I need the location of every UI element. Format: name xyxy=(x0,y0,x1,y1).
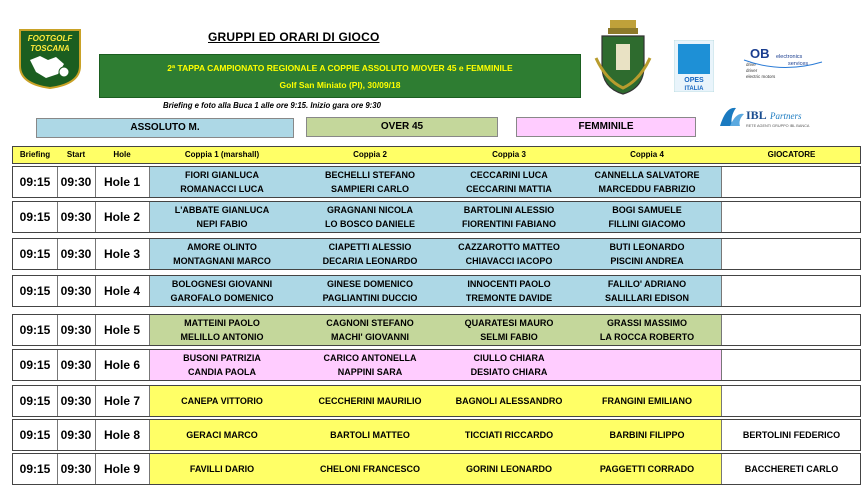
start-time: 09:30 xyxy=(60,175,92,189)
pair-cell xyxy=(573,454,721,484)
column-divider xyxy=(95,350,96,380)
player-name: MATTEINI PAOLO xyxy=(184,318,260,328)
player-name: BARTOLINI ALESSIO xyxy=(463,205,555,215)
pair-cell xyxy=(445,167,573,197)
ob-logo-sub-4: driver xyxy=(746,68,758,73)
giocatore-cell xyxy=(721,350,862,380)
player-name: PISCINI ANDREA xyxy=(610,256,684,266)
briefing-time: 09:15 xyxy=(19,358,51,372)
pair-cell xyxy=(573,386,721,416)
pair-cell xyxy=(573,315,721,345)
pair-cell xyxy=(295,202,445,232)
hole-label: Hole 2 xyxy=(103,210,140,224)
start-time: 09:30 xyxy=(60,428,92,442)
pair-cell xyxy=(573,420,721,450)
opes-logo-text-2: ITALIA xyxy=(684,86,704,92)
pair-cell xyxy=(445,420,573,450)
ob-logo-sub-1: electronics xyxy=(776,54,803,60)
player-name: CIULLO CHIARA xyxy=(473,353,545,363)
hole-label: Hole 7 xyxy=(103,394,140,408)
column-divider xyxy=(95,420,96,450)
briefing-time: 09:15 xyxy=(19,462,51,476)
column-divider xyxy=(57,315,58,345)
column-divider xyxy=(57,420,58,450)
column-divider xyxy=(149,202,150,232)
column-divider xyxy=(149,167,150,197)
player-name: NEPI FABIO xyxy=(196,219,248,229)
start-time: 09:30 xyxy=(60,210,92,224)
table-row xyxy=(12,166,861,198)
player-name: CAZZAROTTO MATTEO xyxy=(458,242,560,252)
ob-electronics-logo xyxy=(742,44,824,80)
table-row xyxy=(12,238,861,270)
giocatore-cell xyxy=(721,420,862,450)
ob-logo-text: OB xyxy=(750,46,770,61)
pair-cell xyxy=(445,276,573,306)
pair-cell xyxy=(295,239,445,269)
column-divider xyxy=(721,420,722,450)
table-row xyxy=(12,453,861,485)
pair-cell xyxy=(295,315,445,345)
player-name: GRASSI MASSIMO xyxy=(606,318,687,328)
player-name: L'ABBATE GIANLUCA xyxy=(174,205,270,215)
briefing-note: Briefing e foto alla Buca 1 alle ore 9:15. Inizio gara ore 9:30 xyxy=(163,101,381,110)
column-divider xyxy=(149,350,150,380)
pair-cell xyxy=(149,350,295,380)
player-name: CECCARINI LUCA xyxy=(470,170,548,180)
header-start: Start xyxy=(66,150,86,159)
pair-cell xyxy=(573,239,721,269)
start-time: 09:30 xyxy=(60,358,92,372)
player-name: SAMPIERI CARLO xyxy=(330,184,409,194)
column-divider xyxy=(721,167,722,197)
player-name: MELILLO ANTONIO xyxy=(180,332,264,342)
column-divider xyxy=(57,386,58,416)
player-name: DECARIA LEONARDO xyxy=(322,256,418,266)
player-name: BUSONI PATRIZIA xyxy=(183,353,261,363)
player-name: BOLOGNESI GIOVANNI xyxy=(171,279,273,289)
column-divider xyxy=(149,315,150,345)
event-banner xyxy=(99,54,581,98)
player-name: LA ROCCA ROBERTO xyxy=(599,332,695,342)
pair-cell xyxy=(445,350,573,380)
hole-label: Hole 4 xyxy=(103,284,140,298)
table-row xyxy=(12,314,861,346)
pair-cell xyxy=(149,420,295,450)
pair-cell xyxy=(149,202,295,232)
pair-cell xyxy=(295,386,445,416)
player-name: BERTOLINI FEDERICO xyxy=(742,430,841,440)
player-name: AMORE OLINTO xyxy=(187,242,257,252)
player-name: FALILO' ADRIANO xyxy=(607,279,687,289)
column-divider xyxy=(721,276,722,306)
header-coppia-2: Coppia 2 xyxy=(353,150,387,159)
column-divider xyxy=(149,454,150,484)
hole-label: Hole 8 xyxy=(103,428,140,442)
giocatore-cell xyxy=(721,202,862,232)
hole-label: Hole 9 xyxy=(103,462,140,476)
pair-cell xyxy=(149,315,295,345)
giocatore-cell xyxy=(721,454,862,484)
player-name: CHIAVACCI IACOPO xyxy=(465,256,553,266)
pair-cell xyxy=(445,239,573,269)
player-name: INNOCENTI PAOLO xyxy=(467,279,551,289)
column-divider xyxy=(149,420,150,450)
pair-cell xyxy=(573,202,721,232)
hole-label: Hole 5 xyxy=(103,323,140,337)
header-briefing: Briefing xyxy=(19,150,51,159)
page-title: GRUPPI ED ORARI DI GIOCO xyxy=(208,30,380,44)
golf-club-crest-logo xyxy=(592,18,654,96)
briefing-time: 09:15 xyxy=(19,428,51,442)
pair-cell xyxy=(149,167,295,197)
giocatore-cell xyxy=(721,276,862,306)
header-giocatore: GIOCATORE xyxy=(767,150,816,159)
player-name: BACCHERETI CARLO xyxy=(744,464,839,474)
header-hole: Hole xyxy=(113,150,131,159)
briefing-time: 09:15 xyxy=(19,175,51,189)
player-name: BOGI SAMUELE xyxy=(612,205,682,215)
player-name: CECCHERINI MAURILIO xyxy=(318,396,422,406)
player-name: GAROFALO DOMENICO xyxy=(170,293,274,303)
hole-label: Hole 3 xyxy=(103,247,140,261)
briefing-time: 09:15 xyxy=(19,284,51,298)
pair-cell xyxy=(573,350,721,380)
pair-cell xyxy=(573,167,721,197)
column-divider xyxy=(57,202,58,232)
column-divider xyxy=(57,454,58,484)
briefing-time: 09:15 xyxy=(19,247,51,261)
column-divider xyxy=(721,454,722,484)
column-divider xyxy=(149,239,150,269)
header-coppia-4: Coppia 4 xyxy=(630,150,664,159)
player-name: GRAGNANI NICOLA xyxy=(327,205,413,215)
hole-label: Hole 6 xyxy=(103,358,140,372)
column-divider xyxy=(95,315,96,345)
player-name: BECHELLI STEFANO xyxy=(324,170,415,180)
pair-cell xyxy=(445,202,573,232)
ibl-logo-partners: Partners xyxy=(770,111,802,121)
giocatore-cell xyxy=(721,167,862,197)
column-divider xyxy=(721,239,722,269)
legend-assoluto: ASSOLUTO M. xyxy=(36,118,294,138)
player-name: MACHI' GIOVANNI xyxy=(331,332,409,342)
column-divider xyxy=(95,239,96,269)
pair-cell xyxy=(149,276,295,306)
pair-cell xyxy=(295,454,445,484)
player-name: DESIATO CHIARA xyxy=(470,367,548,377)
column-divider xyxy=(721,202,722,232)
column-divider xyxy=(57,276,58,306)
pair-cell xyxy=(445,315,573,345)
ibl-logo-text: IBL xyxy=(746,108,767,122)
table-row xyxy=(12,419,861,451)
pair-cell xyxy=(445,454,573,484)
ob-logo-sub-3: drive xyxy=(746,62,756,67)
column-divider xyxy=(721,315,722,345)
column-divider xyxy=(149,386,150,416)
player-name: FIORI GIANLUCA xyxy=(185,170,259,180)
pair-cell xyxy=(295,420,445,450)
column-divider xyxy=(95,454,96,484)
giocatore-cell xyxy=(721,386,862,416)
start-time: 09:30 xyxy=(60,284,92,298)
header-coppia-1: Coppia 1 (marshall) xyxy=(184,150,260,159)
column-divider xyxy=(95,276,96,306)
column-divider xyxy=(149,276,150,306)
pair-cell xyxy=(149,386,295,416)
footgolf-toscana-logo xyxy=(16,26,84,90)
column-divider xyxy=(95,167,96,197)
column-divider xyxy=(57,239,58,269)
ibl-logo-sub: RETE AGENTI GRUPPO IBL BANCA xyxy=(746,124,810,128)
player-name: FAVILLI DARIO xyxy=(189,464,255,474)
player-name: NAPPINI SARA xyxy=(337,367,403,377)
start-time: 09:30 xyxy=(60,247,92,261)
pair-cell xyxy=(573,276,721,306)
player-name: GINESE DOMENICO xyxy=(326,279,413,289)
player-name: BAGNOLI ALESSANDRO xyxy=(455,396,563,406)
start-time: 09:30 xyxy=(60,394,92,408)
event-location-date: Golf San Miniato (PI), 30/09/18 xyxy=(279,80,401,90)
column-divider xyxy=(721,350,722,380)
start-time: 09:30 xyxy=(60,323,92,337)
ibl-partners-logo xyxy=(718,104,828,130)
player-name: CHELONI FRANCESCO xyxy=(319,464,420,474)
player-name: MARCEDDU FABRIZIO xyxy=(598,184,696,194)
start-time: 09:30 xyxy=(60,462,92,476)
player-name: FILLINI GIACOMO xyxy=(608,219,686,229)
player-name: CARICO ANTONELLA xyxy=(323,353,417,363)
legend-over45: OVER 45 xyxy=(306,117,498,137)
pair-cell xyxy=(445,386,573,416)
player-name: BUTI LEONARDO xyxy=(609,242,685,252)
player-name: GORINI LEONARDO xyxy=(465,464,552,474)
pair-cell xyxy=(149,239,295,269)
briefing-time: 09:15 xyxy=(19,323,51,337)
column-divider xyxy=(57,350,58,380)
giocatore-cell xyxy=(721,315,862,345)
ob-logo-sub-2: services xyxy=(788,61,809,67)
player-name: CANEPA VITTORIO xyxy=(181,396,263,406)
column-divider xyxy=(95,202,96,232)
player-name: BARTOLI MATTEO xyxy=(330,430,410,440)
table-row xyxy=(12,275,861,307)
player-name: QUARATESI MAURO xyxy=(464,318,554,328)
column-divider xyxy=(95,386,96,416)
player-name: BARBINI FILIPPO xyxy=(609,430,685,440)
player-name: TICCIATI RICCARDO xyxy=(464,430,554,440)
footgolf-logo-text-2: TOSCANA xyxy=(30,44,70,53)
header-coppia-3: Coppia 3 xyxy=(492,150,526,159)
pair-cell xyxy=(295,350,445,380)
player-name: CECCARINI MATTIA xyxy=(466,184,552,194)
player-name: FRANGINI EMILIANO xyxy=(602,396,692,406)
footgolf-logo-text-1: FOOTGOLF xyxy=(27,34,73,43)
briefing-time: 09:15 xyxy=(19,394,51,408)
player-name: CIAPETTI ALESSIO xyxy=(328,242,412,252)
opes-italia-logo xyxy=(674,40,714,92)
player-name: CANDIA PAOLA xyxy=(188,367,256,377)
player-name: CANNELLA SALVATORE xyxy=(594,170,700,180)
table-row xyxy=(12,385,861,417)
player-name: MONTAGNANI MARCO xyxy=(173,256,271,266)
player-name: PAGLIANTINI DUCCIO xyxy=(322,293,418,303)
table-row xyxy=(12,201,861,233)
event-title: 2ª TAPPA CAMPIONATO REGIONALE A COPPIE ASSOLUTO M/OVER 45 e FEMMINILE xyxy=(167,63,513,73)
ob-logo-sub-5: electric motors xyxy=(746,74,776,79)
briefing-time: 09:15 xyxy=(19,210,51,224)
pair-cell xyxy=(295,167,445,197)
player-name: PAGGETTI CORRADO xyxy=(599,464,695,474)
hole-label: Hole 1 xyxy=(103,175,140,189)
column-divider xyxy=(57,167,58,197)
player-name: SALILLARI EDISON xyxy=(604,293,689,303)
player-name: LO BOSCO DANIELE xyxy=(324,219,415,229)
column-divider xyxy=(721,386,722,416)
player-name: FIORENTINI FABIANO xyxy=(462,219,556,229)
player-name: CAGNONI STEFANO xyxy=(326,318,414,328)
player-name: GERACI MARCO xyxy=(186,430,258,440)
giocatore-cell xyxy=(721,239,862,269)
table-header-row xyxy=(12,146,861,164)
opes-logo-text-1: OPES xyxy=(684,77,704,84)
table-row xyxy=(12,349,861,381)
player-name: SELMI FABIO xyxy=(480,332,538,342)
player-name: ROMANACCI LUCA xyxy=(180,184,264,194)
legend-femminile: FEMMINILE xyxy=(516,117,696,137)
pair-cell xyxy=(295,276,445,306)
player-name: TREMONTE DAVIDE xyxy=(465,293,553,303)
pair-cell xyxy=(149,454,295,484)
